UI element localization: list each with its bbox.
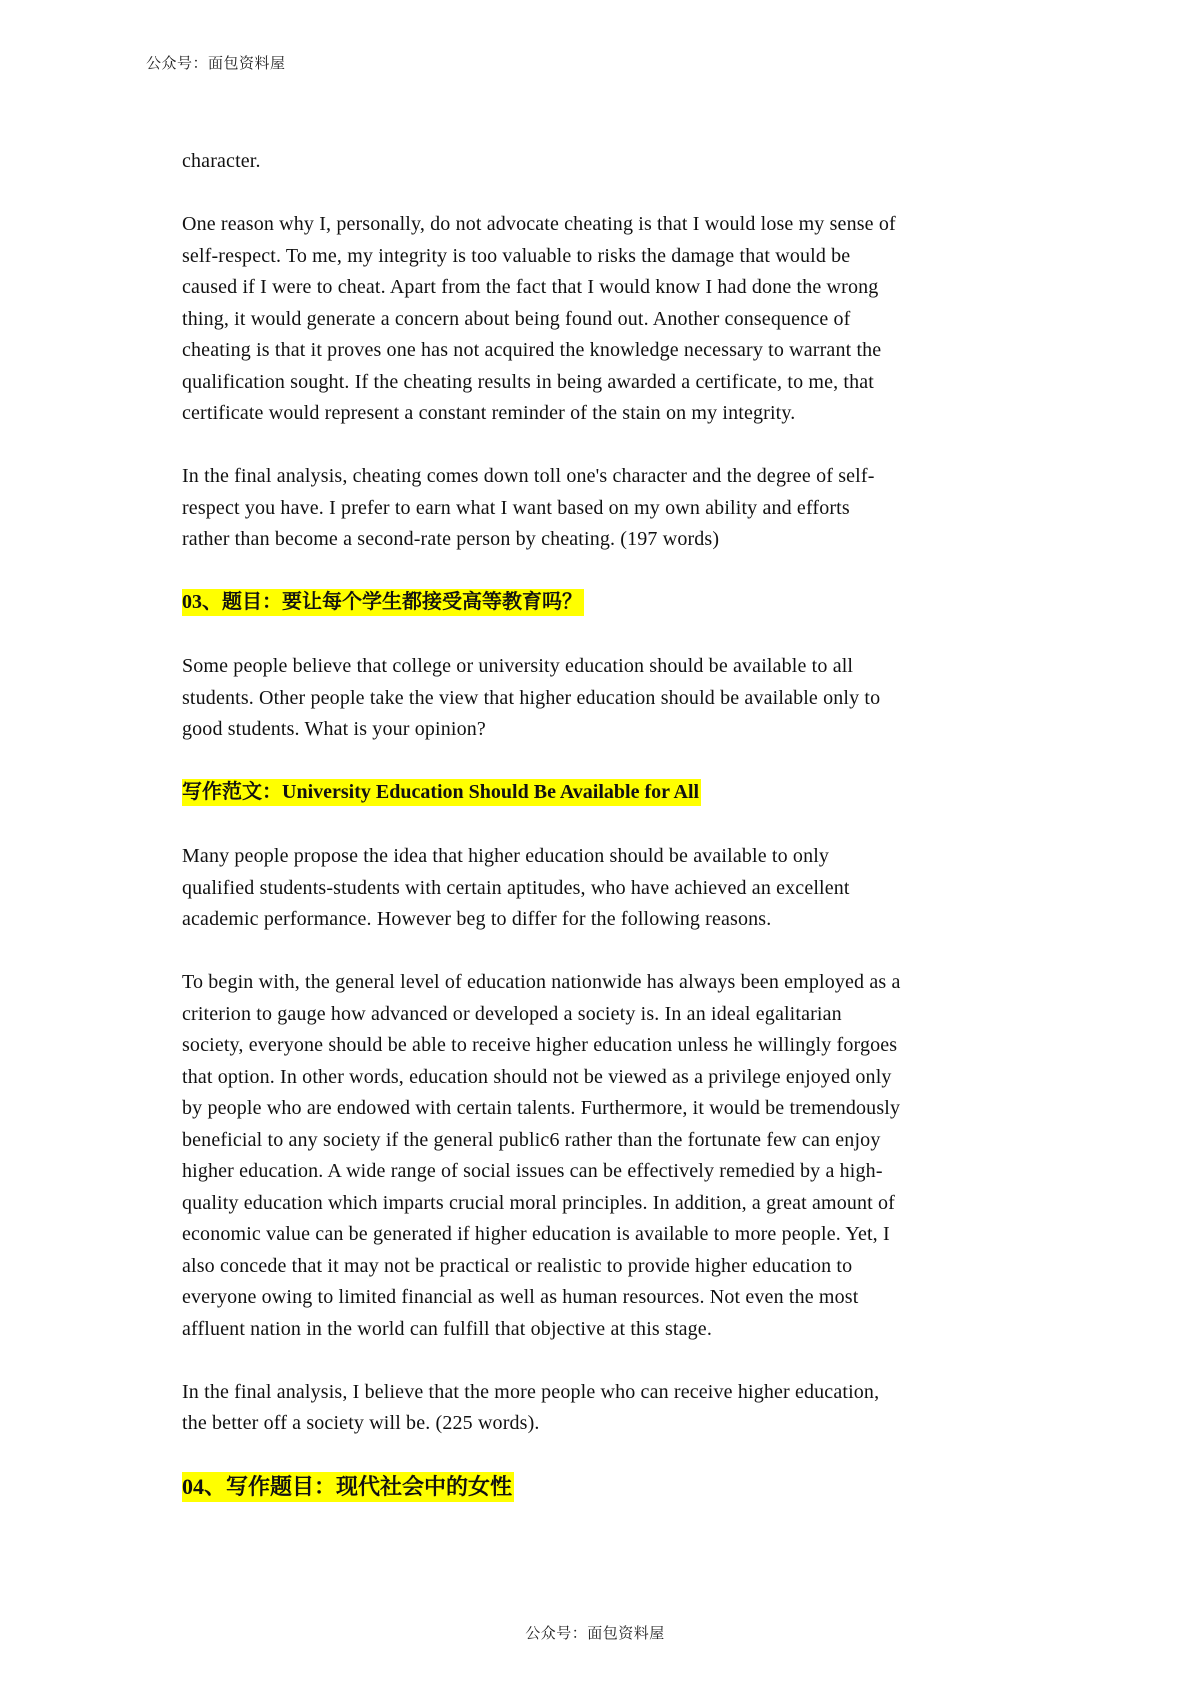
heading-sample-essay-text: 写作范文：University Education Should Be Available for All xyxy=(182,779,701,806)
paragraph-self-respect: One reason why I, personally, do not advocate cheating is that I would lose my sense of self-respect. To me, my integrity is too valuable to risks the damage that would be caused if I were to cheat. Apart from the fact that I would know I had done the wrong thing, it would generate a concern about being found out. Another consequence of cheating is that it proves one has not acquired the knowledge necessary to warrant the qualification sought. If the cheating results in being awarded a certificate, to me, that certificate would represent a constant reminder of the stain on my integrity. xyxy=(182,213,896,424)
paragraph-intro: Many people propose the idea that higher education should be available to only qualified students-students with certain aptitudes, who have achieved an excellent academic performance. However beg to differ for the following reasons. xyxy=(182,845,850,930)
paragraph-prompt: Some people believe that college or university education should be available to all students. Other people take the view that higher education should be available only to good students. What is your opinion? xyxy=(182,655,881,740)
heading-topic-03 xyxy=(182,587,1022,620)
heading-topic-04-text: 04、写作题目：现代社会中的女性 xyxy=(182,1472,514,1502)
page-header: 公众号：面包资料屋 xyxy=(146,56,286,72)
heading-sample-essay xyxy=(182,777,1022,810)
document-body xyxy=(182,146,1022,1537)
paragraph-conclusion: In the final analysis, I believe that the more people who can receive higher education, the better off a society will be. (225 words). xyxy=(182,1380,880,1434)
paragraph-body: To begin with, the general level of education nationwide has always been employed as a criterion to gauge how advanced or developed a society is. In an ideal egalitarian society, everyone should be able to receive higher education unless he willingly forgoes that option. In other words, education should not be viewed as a privilege enjoyed only by people who are endowed with certain talents. Furthermore, it would be tremendously beneficial to any society if the general public6 rather than the fortunate few can enjoy higher education. A wide range of social issues can be effectively remedied by a high- quality education which imparts crucial moral principles. In addition, a great amount of economic value can be generated if higher education is available to more people. Yet, I also concede that it may not be practical or realistic to provide higher education to everyone owing to limited financial as well as human resources. Not even the most affluent nation in the world can fulfill that objective at this stage. xyxy=(182,971,901,1340)
paragraph-character: character. xyxy=(182,150,261,172)
paragraph-final-analysis-cheating: In the final analysis, cheating comes down toll one's character and the degree of self- respect you have. I prefer to earn what I want based on my own ability and efforts rather than become a second-rate person by cheating. (197 words) xyxy=(182,465,875,550)
heading-topic-04 xyxy=(182,1471,1022,1506)
page-footer: 公众号：面包资料屋 xyxy=(525,1626,665,1642)
heading-topic-03-text: 03、题目：要让每个学生都接受高等教育吗？ xyxy=(182,589,584,616)
